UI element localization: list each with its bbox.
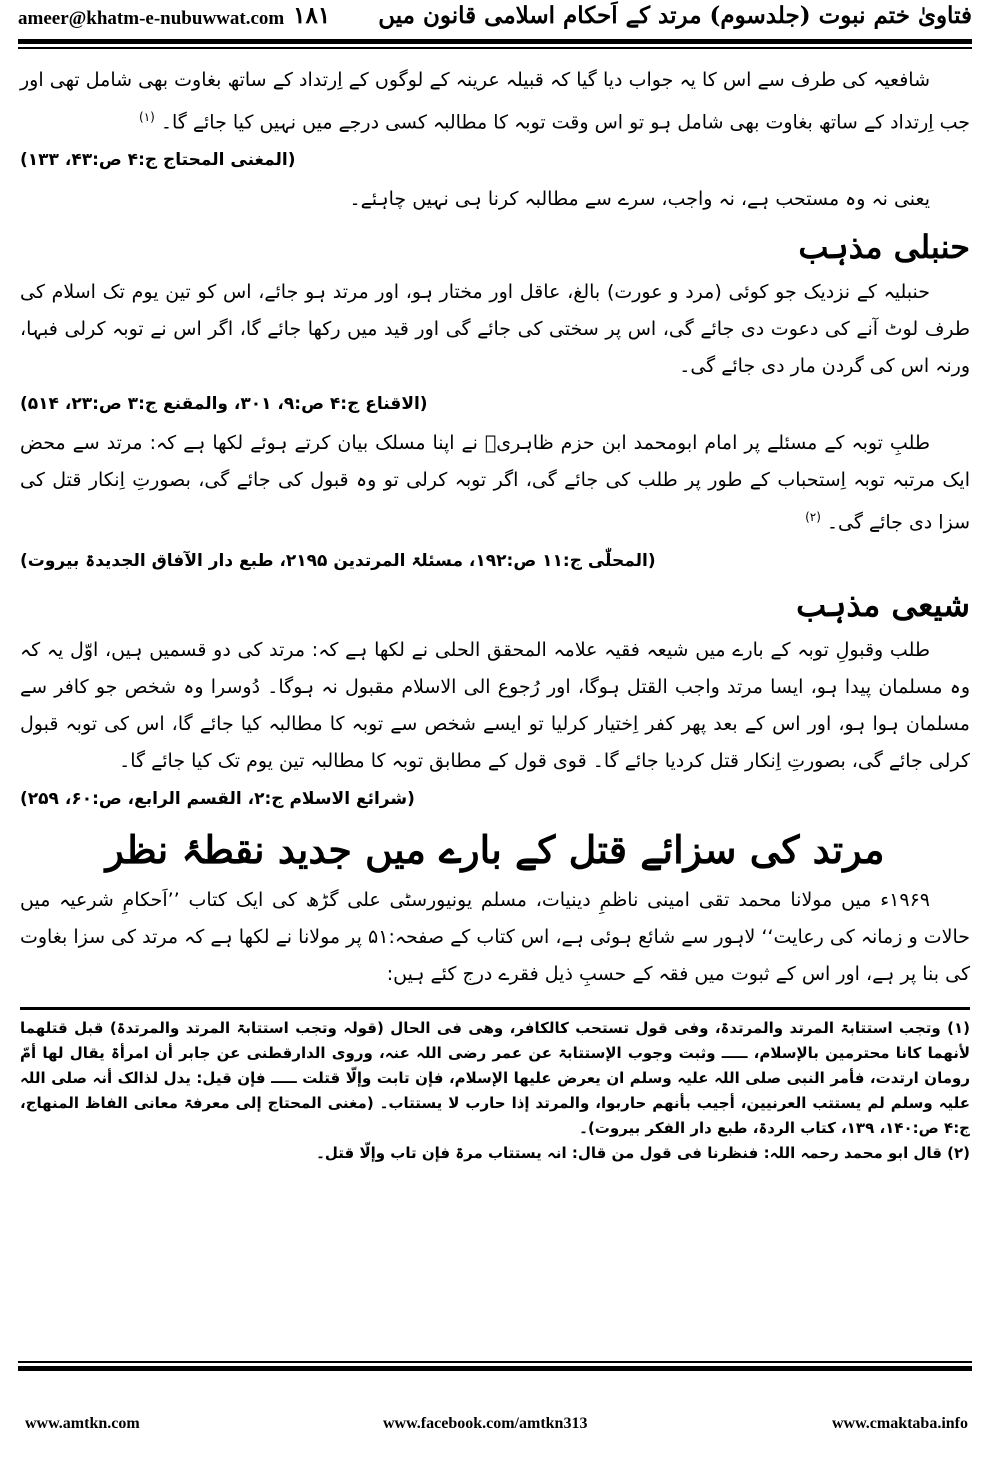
body-line: ہو، ایسا مرتد واجب القتل ہوگا، اور رُجوع الی الاسلام مقبول نہ ہوگا۔ دُوسرا وہ شخص جو کافر سے مسلمان ہوا ہو، اور اس کے بعد پھر کفر (20, 675, 970, 735)
footnote-rule (20, 1007, 970, 1010)
footer-link-amtkn[interactable]: www.amtkn.com (25, 1415, 140, 1432)
body-line: طلبِ توبہ کے مسئلے پر امام ابومحمد ابن حزم ظاہریؒ نے اپنا مسلک بیان کرتے ہوئے لکھا ہے کہ: مرتد سے محض ایک مرتبہ (20, 432, 970, 492)
heading-shia: شیعی مذہب (796, 585, 970, 624)
footnote-ref: (۲) (805, 510, 821, 525)
footer-rule (18, 1366, 972, 1371)
citation: (شرائع الاسلام ج:۲، القسم الرابع، ص:۶۰، ۲۵۹) (20, 788, 415, 809)
footer-link-facebook[interactable]: www.facebook.com/amtkn313 (383, 1415, 588, 1432)
body-line: حنبلیہ کے نزدیک جو کوئی (مرد و عورت) بالغ، عاقل اور مختار ہو، اور مرتد ہو جائے، اس کو تین یوم تک اسلام کی طرف لوٹ (20, 281, 970, 341)
body-line: مطابق توبہ کا مطالبہ تین یوم تک کیا جائے گا۔ (119, 749, 482, 772)
footnote-line: أنہ صلی اللہ علیہ وسلم لم یستتب العرنیین، أجیب بأنھم حاربوا، والمرتد إذا حارب لا یستتاب۔ (مغنی المحتاج إلی معرفۃ معانی (20, 1068, 970, 1112)
book-title: فتاویٰ ختم نبوت (جلدسوم) مرتد کے اَحکام اسلامی قانون میں (378, 2, 972, 29)
body-line: اِرتداد کے ساتھ بغاوت بھی شامل ہو تو اس وقت توبہ کا مطالبہ کسی درجے میں نہیں کیا جائے گا۔ (160, 111, 934, 134)
citation: (المحلّٰی ج:۱۱ ص:۱۹۲، مسئلۃ المرتدین ۲۱۹۵، طبع دار الآفاق الجدیدۃ بیروت) (20, 550, 656, 571)
paragraph-shia (20, 632, 970, 780)
footnote-line: یقال لھا أمّ رومان ارتدت، فأمر النبی صلی اللہ علیہ وسلم ان یعرض علیھا الإسلام، فإن تابت وإلّا قتلت ـــــ فإن قیل: یدل لذالک (20, 1043, 970, 1087)
body-line: شافعیہ کی طرف سے اس کا یہ جواب دیا گیا کہ قبیلہ عرینہ کے لوگوں کے اِرتداد کے ساتھ بغاوت بھی شامل تھی اور جب (20, 69, 970, 134)
header-email: ameer@khatm-e-nubuwwat.com (18, 8, 285, 29)
body-line: جائے گی۔ (679, 355, 756, 378)
footnote-ref: (۱) (139, 110, 155, 124)
paragraph-summary (20, 181, 970, 218)
footnote-1 (20, 1016, 970, 1141)
heading-modern-view: مرتد کی سزائے قتل کے بارے میں جدید نقطۂ نظر (105, 826, 885, 872)
paragraph-ibn-hazm (20, 425, 970, 541)
body-line: رعایت‘‘ لاہور سے شائع ہوئی ہے، اس کتاب کے صفحہ:۵۱ پر مولانا نے لکھا ہے کہ مرتد کی سزا بغاوت کی بنا پر ہے، اور اس کے ثبوت (20, 925, 970, 985)
footnote-line: قتلھما لأنھما کانا محترمین بالإسلام، ـــــ وثبت وجوب الإستتابۃ عن عمر رضی اللہ عنہ، وروی الدارقطنی عن جابر أن امرأۃ (20, 1018, 971, 1062)
paragraph-modern (20, 882, 970, 993)
footer-link-cmaktaba[interactable]: www.cmaktaba.info (831, 1415, 968, 1432)
footnote-line: (۲) قال ابو محمد رحمہ اللہ: فنظرنا فی قول من قال: انہ یستتاب مرۃ فإن تاب وإلّا قتل۔ (316, 1143, 970, 1162)
body-line: ۱۹۶۹ء میں مولانا محمد تقی امینی ناظمِ دینیات، مسلم یونیورسٹی علی گڑھ کی ایک کتاب ’’اَحکامِ شرعیہ میں حالات و زمانہ کی (20, 888, 971, 948)
page-number: ۱۸۱ (293, 2, 331, 29)
header-rule-thin (18, 47, 972, 49)
body-line: میں فقہ کے حسبِ ذیل فقرے درج کئے ہیں: (386, 962, 725, 985)
header-title (293, 2, 972, 29)
footnote-2 (20, 1141, 970, 1166)
heading-hanbali: حنبلی مذہب (798, 228, 970, 267)
citation: (المغنی المحتاج ج:۴ ص:۴۳، ۱۳۳) (20, 150, 296, 171)
citation: (الاقناع ج:۴ ص:۹، ۳۰۱، والمقنع ج:۳ ص:۲۳، ۵۱۴) (20, 394, 428, 415)
body-line: اِختیار کرلیا تو ایسے شخص سے توبہ کا مطالبہ کیا جائے گا، اس کی توبہ قبول کرلی جائے گی، بصورتِ اِنکار قتل کردیا جائے گا۔ قوی قول کے (20, 712, 970, 772)
header-rule (18, 39, 972, 44)
paragraph-hanbali (20, 274, 970, 385)
page-body (20, 62, 970, 1166)
paragraph-shafii (20, 62, 970, 141)
body-line: توبہ اِستحباب کے طور پر طلب کی جائے گی، اگر توبہ کرلی تو وہ قبول کی جائے گی، بصورتِ اِنکار قتل کی سزا دی جائے گی۔ (20, 469, 970, 534)
body-line: طلب وقبولِ توبہ کے بارے میں شیعہ فقیہ علامہ المحقق الحلی نے لکھا ہے کہ: مرتد کی دو قسمیں ہیں، اوّل یہ کہ وہ مسلمان پیدا (20, 638, 971, 698)
footnote-line: الفاظ المنھاج، ج:۴ ص:۱۴۰، ۱۳۹، کتاب الردۃ، طبع دار الفکر بیروت)۔ (20, 1093, 970, 1137)
footer-rule-thin (18, 1361, 972, 1363)
body-line: یعنی نہ وہ مستحب ہے، نہ واجب، سرے سے مطالبہ کرنا ہی نہیں چاہئے۔ (349, 188, 930, 211)
body-line: آنے کی دعوت دی جائے گی، اس پر سختی کی جائے گی اور قید میں رکھا جائے گا، اگر اس نے توبہ کرلی فبہا، ورنہ اس کی گردن مار دی (20, 318, 970, 378)
footnote-line: (۱) وتجب استتابۃ المرتد والمرتدۃ، وفی قول تستحب کالکافر، وھی فی الحال (قولہ وتجب استتابۃ المرتد والمرتدۃ) قبل (74, 1018, 970, 1037)
